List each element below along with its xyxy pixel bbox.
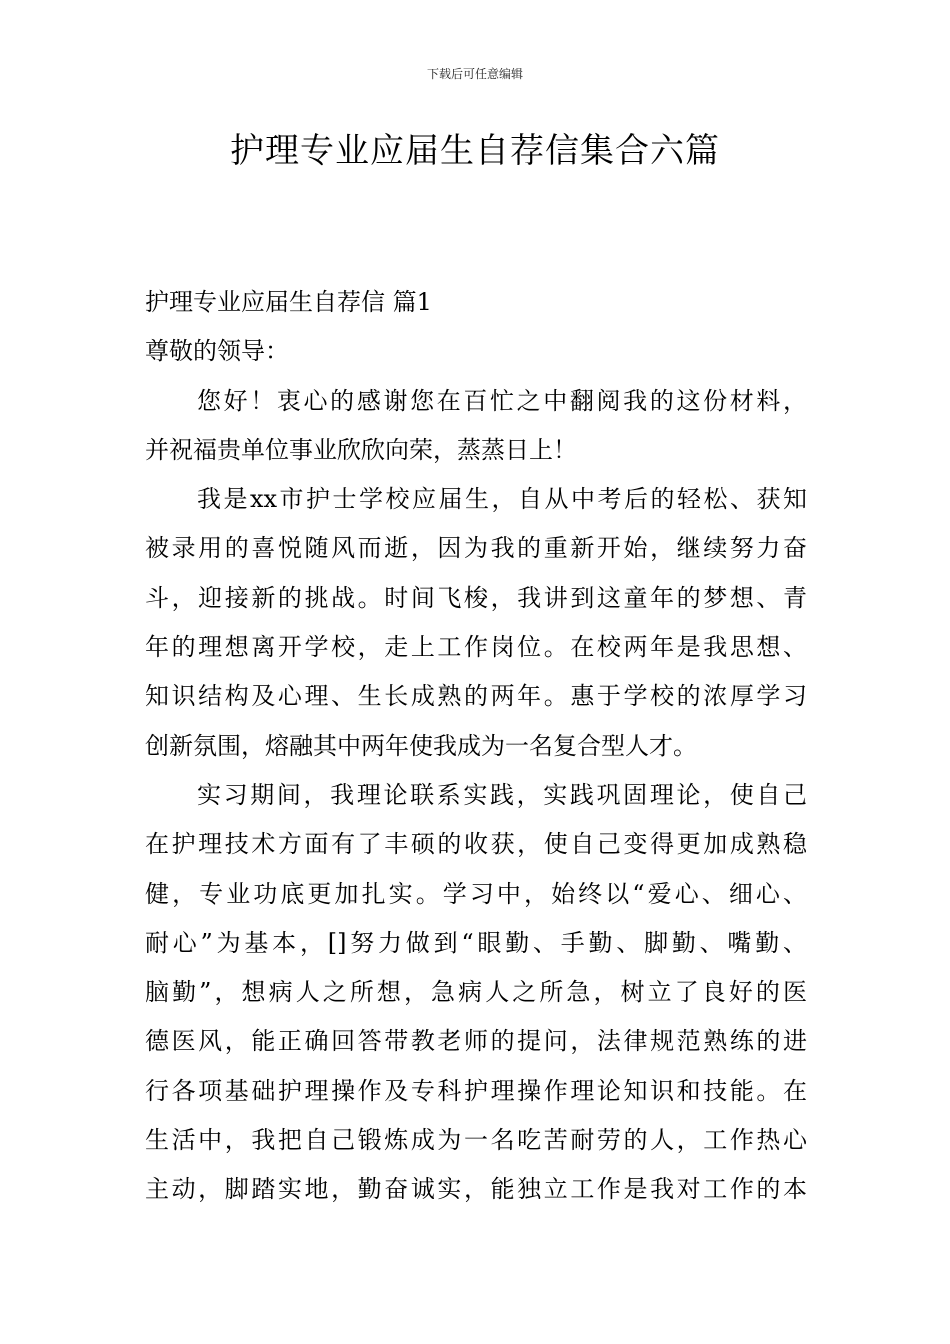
document-title: 护理专业应届生自荐信集合六篇: [230, 131, 720, 171]
paragraph-line: 行各项基础护理操作及专科护理操作理论知识和技能。在: [145, 1076, 807, 1105]
paragraph-line: 实习期间，我理论联系实践，实践巩固理论，使自己: [197, 780, 807, 809]
paragraph-line: 您好！衷心的感谢您在百忙之中翻阅我的这份材料，: [197, 386, 807, 415]
document-body: [145, 278, 807, 1215]
salutation: 尊敬的领导：: [145, 337, 289, 366]
paragraph-line: 脑勤”，想病人之所想，急病人之所急，树立了良好的医: [145, 978, 807, 1007]
paragraph-line: 被录用的喜悦随风而逝，因为我的重新开始，继续努力奋: [145, 534, 807, 563]
paragraph-2: [145, 475, 807, 771]
paragraph-line: 并祝福贵单位事业欣欣向荣，蒸蒸日上！: [145, 435, 577, 464]
paragraph-line: 创新氛围，熔融其中两年使我成为一名复合型人才。: [145, 731, 697, 760]
paragraph-line: 主动，脚踏实地，勤奋诚实，能独立工作是我对工作的本: [145, 1175, 807, 1204]
paragraph-line: 我是xx市护士学校应届生，自从中考后的轻松、获知: [197, 485, 807, 514]
paragraph-line: 年的理想离开学校，走上工作岗位。在校两年是我思想、: [145, 633, 807, 662]
paragraph-line: 斗，迎接新的挑战。时间飞梭，我讲到这童年的梦想、青: [145, 583, 807, 612]
paragraph-3: [145, 771, 807, 1215]
header-note: 下载后可任意编辑: [426, 67, 523, 81]
paragraph-line: 健，专业功底更加扎实。学习中，始终以“爱心、细心、: [145, 879, 807, 908]
paragraph-1: [145, 377, 807, 476]
section-heading: 护理专业应届生自荐信 篇1: [145, 288, 432, 316]
paragraph-line: 德医风，能正确回答带教老师的提问，法律规范熟练的进: [145, 1027, 807, 1056]
paragraph-line: 耐心”为基本，[]努力做到“眼勤、手勤、脚勤、嘴勤、: [145, 928, 807, 957]
paragraph-line: 知识结构及心理、生长成熟的两年。惠于学校的浓厚学习: [145, 682, 807, 711]
paragraph-line: 在护理技术方面有了丰硕的收获，使自己变得更加成熟稳: [145, 830, 807, 859]
paragraph-line: 生活中，我把自己锻炼成为一名吃苦耐劳的人，工作热心: [145, 1126, 807, 1155]
